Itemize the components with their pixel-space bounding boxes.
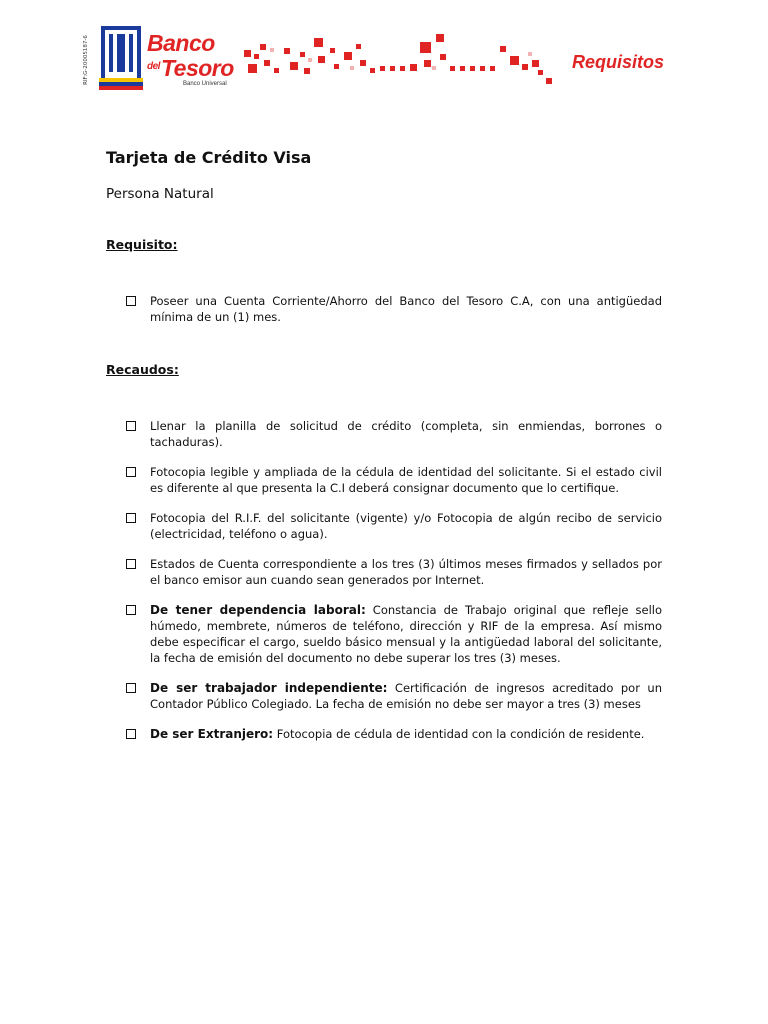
item-text: Poseer una Cuenta Corriente/Ahorro del Banco del Tesoro C.A, con una antigüedad mínima de un (1) mes. [150,294,662,324]
item-text: Certificación de ingresos acreditado por un Contador Público Colegiado. La fecha de emisión no debe ser mayor a tres (3) meses [150,681,663,711]
item-text: Fotocopia legible y ampliada de la cédula de identidad del solicitante. Si el estado civil es diferente al que presenta la C.I deberá consignar documento que lo certifique. [150,465,662,495]
item-bold-lead: De ser trabajador independiente: [150,681,388,695]
recaudos-list [126,418,662,742]
checklist-item [126,556,662,588]
item-text: Estados de Cuenta correspondiente a los tres (3) últimos meses firmados y sellados por el banco emisor aun cuando sean generados por Internet. [150,557,662,587]
checkbox[interactable] [126,729,136,739]
checkbox[interactable] [126,513,136,523]
item-text: Constancia de Trabajo original que refleje sello húmedo, membrete, números de teléfono, dirección y RIF de la empresa. Así mismo debe especificar el cargo, sueldo básico mensual y la antigüedad laboral del solicitante, la fecha de emisión del documento no debe superar los tres (3) meses. [150,603,662,665]
rif-number: RIF:G-20005187-6 [83,35,90,85]
checkbox[interactable] [126,559,136,569]
item-text: Fotocopia del R.I.F. del solicitante (vigente) y/o Fotocopia de algún recibo de servicio (electricidad, teléfono o agua). [150,511,662,541]
requisitos-list [126,293,662,325]
brand-subtitle: Banco Universal [183,81,227,87]
checkbox[interactable] [126,467,136,477]
checklist-item [126,726,662,742]
header-section-title: Requisitos [572,52,665,72]
item-bold-lead: De ser Extranjero: [150,727,274,741]
document-title: Tarjeta de Crédito Visa [106,148,312,167]
checkbox[interactable] [126,421,136,431]
brand-name-tesoro: Tesoro [160,55,234,81]
checklist-item [126,510,662,542]
document-subtitle: Persona Natural [106,186,214,202]
checklist-item [126,293,662,325]
checklist-item [126,418,662,450]
bank-logo-icon [99,26,143,90]
brand-name-line1: Banco [147,30,215,56]
checkbox[interactable] [126,683,136,693]
decorative-pixel-pattern [244,34,564,90]
item-bold-lead: De tener dependencia laboral: [150,603,366,617]
item-text: Llenar la planilla de solicitud de crédito (completa, sin enmiendas, borrones o tachaduras). [150,419,662,449]
brand-name-line2 [147,54,234,81]
checklist-item [126,680,662,712]
checklist-item [126,464,662,496]
brand-name-del: del [147,61,160,72]
item-text: Fotocopia de cédula de identidad con la condición de residente. [276,727,645,741]
recaudos-heading: Recaudos: [106,362,179,377]
requisito-heading: Requisito: [106,237,178,252]
checkbox[interactable] [126,296,136,306]
checkbox[interactable] [126,605,136,615]
checklist-item [126,602,662,666]
